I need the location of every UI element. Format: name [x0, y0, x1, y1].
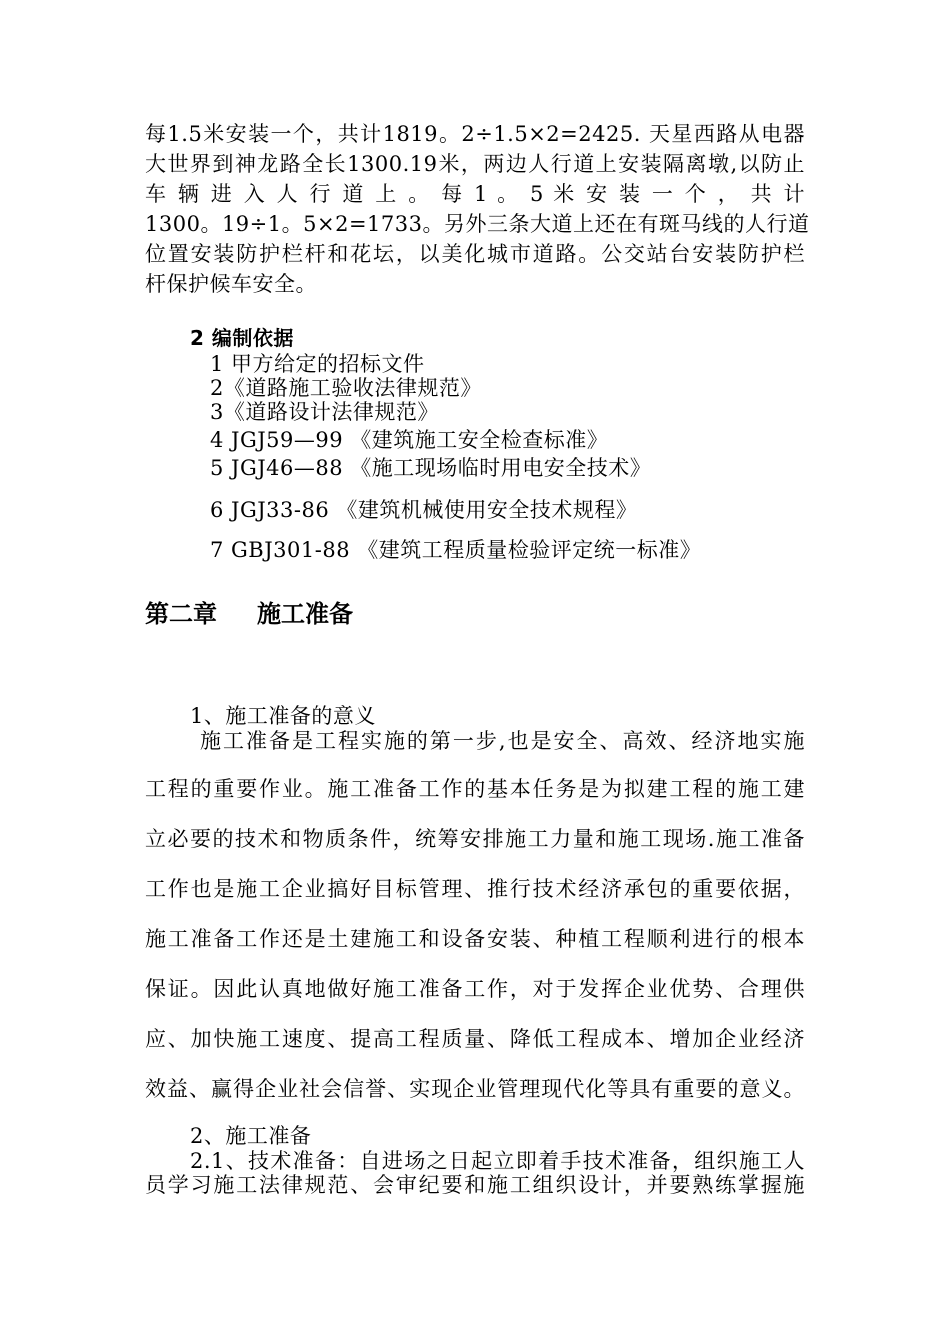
body-line: 立必要的技术和物质条件，统筹安排施工力量和施工现场.施工准备 [145, 827, 805, 851]
intro-line: 1300。19÷1。5×2=1733。另外三条大道上还在有斑马线的人行道 [145, 212, 810, 236]
intro-line: 杆保护候车安全。 [145, 272, 317, 296]
body-line: 2.1、技术准备：自进场之日起立即着手技术准备，组织施工人 [190, 1149, 805, 1173]
body-line: 效益、赢得企业社会信誉、实现企业管理现代化等具有重要的意义。 [145, 1077, 805, 1101]
reference-item: 4 JGJ59—99 《建筑施工安全检查标准》 [210, 428, 609, 452]
intro-line: 车 辆 进 入 人 行 道 上 。 每 1 。 5 米 安 装 一 个 ， 共 计 [145, 182, 805, 206]
subsection-heading: 2、施工准备 [190, 1124, 312, 1148]
intro-line: 位置安装防护栏杆和花坛，以美化城市道路。公交站台安装防护栏 [145, 242, 805, 266]
body-line: 应、加快施工速度、提高工程质量、降低工程成本、增加企业经济 [145, 1027, 805, 1051]
reference-item: 1 甲方给定的招标文件 [210, 352, 425, 376]
reference-item: 5 JGJ46—88 《施工现场临时用电安全技术》 [210, 456, 652, 480]
body-line: 保证。因此认真地做好施工准备工作，对于发挥企业优势、合理供 [145, 977, 805, 1001]
reference-item: 2《道路施工验收法律规范》 [210, 376, 482, 400]
section-heading: 2 编制依据 [190, 326, 294, 350]
intro-line: 大世界到神龙路全长1300.19米，两边人行道上安装隔离墩,以防止 [145, 152, 805, 176]
chapter-label: 第二章 [145, 600, 217, 628]
body-line: 施工准备是工程实施的第一步,也是安全、高效、经济地实施 [200, 729, 805, 753]
reference-item: 7 GBJ301-88 《建筑工程质量检验评定统一标准》 [210, 538, 702, 562]
reference-item: 6 JGJ33-86 《建筑机械使用安全技术规程》 [210, 498, 638, 522]
body-line: 工作也是施工企业搞好目标管理、推行技术经济承包的重要依据， [145, 877, 805, 901]
subsection-heading: 1、施工准备的意义 [190, 704, 376, 728]
body-line: 工程的重要作业。施工准备工作的基本任务是为拟建工程的施工建 [145, 777, 805, 801]
intro-line: 每1.5米安装一个，共计1819。2÷1.5×2=2425. 天星西路从电器 [145, 122, 805, 146]
reference-item: 3《道路设计法律规范》 [210, 400, 439, 424]
chapter-heading [145, 598, 353, 630]
body-line: 施工准备工作还是土建施工和设备安装、种植工程顺利进行的根本 [145, 927, 805, 951]
chapter-title: 施工准备 [257, 600, 353, 628]
body-line: 员学习施工法律规范、会审纪要和施工组织设计，并要熟练掌握施 [145, 1173, 805, 1197]
